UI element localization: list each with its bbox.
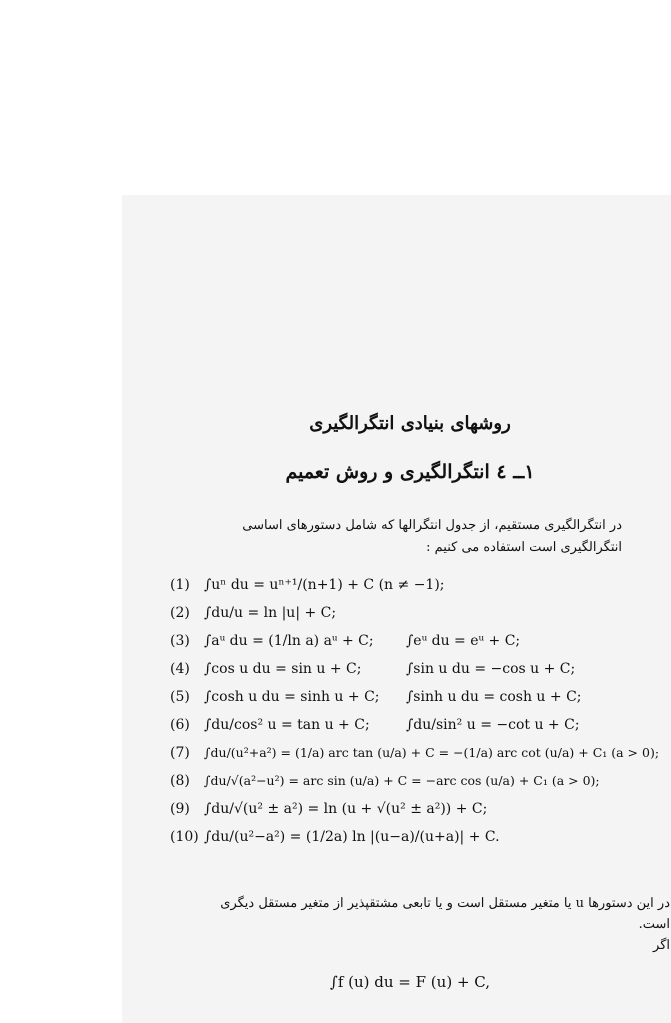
explanation-line-2: است. xyxy=(638,917,670,932)
formula-number: (10) xyxy=(170,829,199,845)
formula-main: ∫du/√(a²−u²) = arc sin (u/a) + C = −arc cos (u/a) + C₁ (a > 0); xyxy=(204,773,600,788)
integral-formula-table xyxy=(170,571,660,851)
formula-row xyxy=(170,571,630,599)
section-title: ۱ــ ٤ انتگرالگیری و روش تعمیم xyxy=(285,461,535,483)
formula-row xyxy=(170,823,630,851)
intro-line-2: انتگرالگیری است استفاده می کنیم : xyxy=(426,540,622,555)
formula-number: (3) xyxy=(170,633,190,649)
formula-number: (6) xyxy=(170,717,190,733)
formula-main: ∫du/(u²−a²) = (1/2a) ln |(u−a)/(u+a)| + C. xyxy=(204,829,500,845)
formula-main: ∫du/√(u² ± a²) = ln (u + √(u² ± a²)) + C; xyxy=(204,801,488,817)
formula-side: ∫sin u du = −cos u + C; xyxy=(406,661,576,677)
formula-side: ∫du/sin² u = −cot u + C; xyxy=(406,717,580,733)
formula-number: (8) xyxy=(170,773,190,789)
formula-row xyxy=(170,739,660,767)
intro-paragraph xyxy=(150,515,622,559)
formula-row xyxy=(170,795,630,823)
formula-side: ∫sinh u du = cosh u + C; xyxy=(406,689,582,705)
formula-number: (1) xyxy=(170,577,190,593)
chapter-title: روشهای بنیادی انتگرالگیری xyxy=(309,413,511,434)
explanation-line-3: اگر xyxy=(653,938,670,953)
formula-main: ∫du/(u²+a²) = (1/a) arc tan (u/a) + C = −(1/a) arc cot (u/a) + C₁ (a > 0); xyxy=(204,745,660,760)
final-equation: ∫f (u) du = F (u) + C, xyxy=(330,973,490,991)
formula-main: ∫du/cos² u = tan u + C; xyxy=(204,717,370,733)
formula-row xyxy=(170,599,630,627)
formula-side: ∫eᵘ du = eᵘ + C; xyxy=(406,633,521,649)
formula-main: ∫du/u = ln |u| + C; xyxy=(204,605,337,621)
formula-number: (9) xyxy=(170,801,190,817)
formula-number: (5) xyxy=(170,689,190,705)
formula-number: (4) xyxy=(170,661,190,677)
formula-row xyxy=(170,711,630,739)
formula-row xyxy=(170,655,630,683)
formula-main: ∫cosh u du = sinh u + C; xyxy=(204,689,380,705)
formula-row xyxy=(170,683,630,711)
formula-main: ∫uⁿ du = uⁿ⁺¹/(n+1) + C (n ≠ −1); xyxy=(204,577,445,593)
formula-main: ∫cos u du = sin u + C; xyxy=(204,661,362,677)
formula-row xyxy=(170,627,630,655)
formula-main: ∫aᵘ du = (1/ln a) aᵘ + C; xyxy=(204,633,374,649)
intro-line-1: در انتگرالگیری مستقیم، از جدول انتگرالها که شامل دستورهای اساسی xyxy=(242,518,622,533)
formula-row xyxy=(170,767,630,795)
formula-number: (7) xyxy=(170,745,190,761)
explanation-line-1: در این دستورها u یا متغیر مستقل است و یا تابعی مشتقپذیر از متغیر مستقل دیگری xyxy=(220,896,670,911)
formula-number: (2) xyxy=(170,605,190,621)
explanation-paragraph xyxy=(150,893,670,956)
